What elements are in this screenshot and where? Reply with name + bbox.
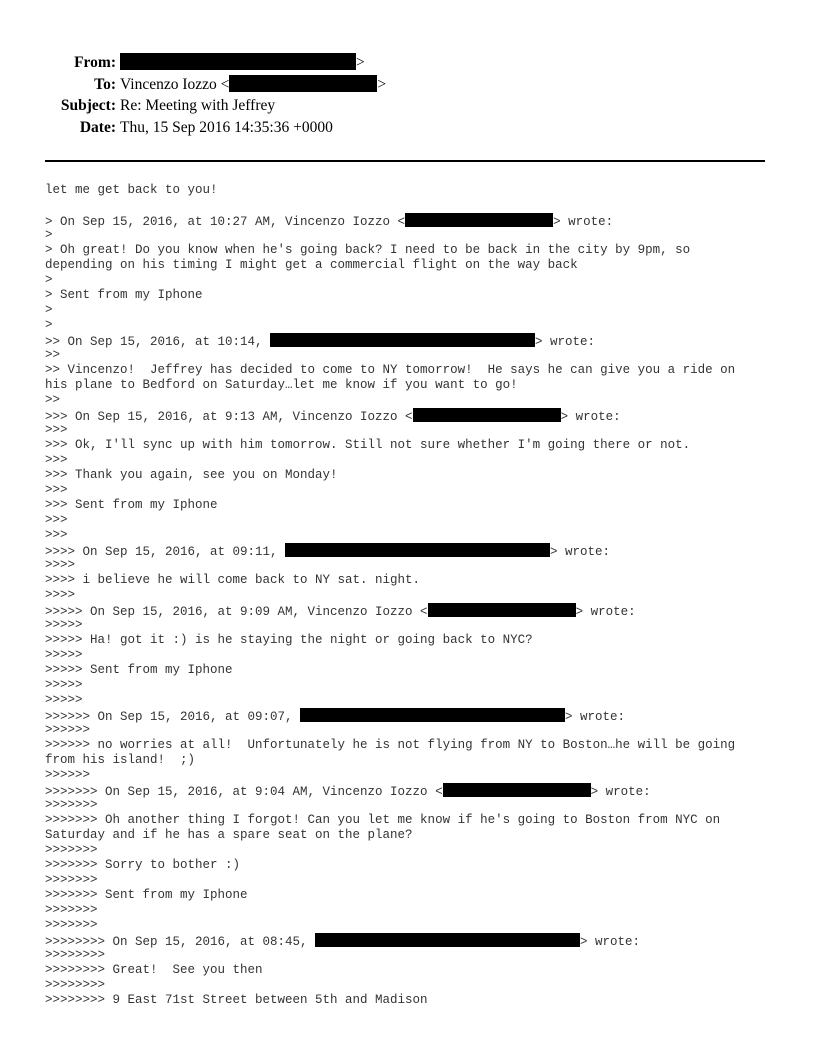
body-line-text: >>>> On Sep 15, 2016, at 09:11, (45, 545, 286, 559)
body-line (45, 453, 770, 468)
body-line (45, 273, 770, 288)
body-line-suffix: > wrote: (535, 335, 596, 349)
body-line-suffix: > wrote: (553, 215, 614, 229)
body-line (45, 393, 770, 408)
body-line-text: > (45, 318, 53, 332)
body-line-text: >>>>> Ha! got it :) is he staying the night or going back to NYC? (45, 633, 533, 647)
body-line (45, 978, 770, 993)
body-line-text: >>>>> On Sep 15, 2016, at 9:09 AM, Vincenzo Iozzo < (45, 605, 428, 619)
body-line-text: >>>>> (45, 678, 83, 692)
body-line-text: >>>>>>>> On Sep 15, 2016, at 08:45, (45, 935, 316, 949)
body-line-suffix: > wrote: (580, 935, 641, 949)
body-line (45, 588, 770, 603)
body-line (45, 993, 770, 1008)
body-line-text: >>> (45, 513, 68, 527)
redacted-recipient-email (229, 75, 377, 92)
body-line-text: >>>>> (45, 618, 83, 632)
body-line-text: >>>>>> On Sep 15, 2016, at 09:07, (45, 710, 301, 724)
body-line-text: >>> (45, 528, 68, 542)
body-line (45, 498, 770, 513)
body-line (45, 708, 770, 723)
body-line-suffix: > wrote: (590, 785, 651, 799)
body-line (45, 888, 770, 903)
body-line (45, 753, 770, 768)
body-line-text: depending on his timing I might get a commercial flight on the way back (45, 258, 578, 272)
redacted-email (428, 603, 576, 617)
redacted-email (413, 408, 561, 422)
body-line (45, 648, 770, 663)
body-line-text: >>>>>>> (45, 873, 98, 887)
body-line (45, 378, 770, 393)
body-line-text: >>>>>>>> Great! See you then (45, 963, 263, 977)
to-name: Vincenzo Iozzo < (120, 76, 230, 93)
body-line-text: >>>>> (45, 693, 83, 707)
body-line-text: >>>> i believe he will come back to NY sat. night. (45, 573, 421, 587)
body-line-text: >>> (45, 483, 68, 497)
body-line-text: >>>>>>> (45, 798, 98, 812)
body-line-text: >>> (45, 453, 68, 467)
body-line (45, 738, 770, 753)
redacted-email (405, 213, 553, 227)
date-label: Date: (79, 119, 116, 136)
body-line (45, 213, 770, 228)
header-divider (45, 160, 765, 162)
body-line-text: >>>>>>> (45, 843, 98, 857)
body-line (45, 513, 770, 528)
body-line-text: >> (45, 348, 61, 362)
body-line (45, 663, 770, 678)
body-line-text: >>>>>> no worries at all! Unfortunately he is not flying from NY to Boston…he will be going (45, 738, 736, 752)
redacted-email (443, 783, 591, 797)
body-line-text: >>>>>>> Sorry to bother :) (45, 858, 241, 872)
to-row (0, 75, 386, 94)
body-line-text: > Oh great! Do you know when he's going back? I need to be back in the city by 9pm, so (45, 243, 691, 257)
from-row (0, 53, 365, 72)
body-line (45, 858, 770, 873)
redacted-email (300, 708, 565, 722)
body-line-text: >>>>> (45, 648, 83, 662)
body-line-text: >>>> (45, 588, 76, 602)
body-line-text: let me get back to you! (45, 183, 218, 197)
redacted-email (285, 543, 550, 557)
body-line (45, 573, 770, 588)
body-line (45, 468, 770, 483)
email-body (45, 183, 770, 1008)
body-line-text: >>>>> Sent from my Iphone (45, 663, 233, 677)
body-line (45, 198, 770, 213)
body-line (45, 693, 770, 708)
body-line (45, 768, 770, 783)
body-line (45, 243, 770, 258)
body-line (45, 948, 770, 963)
body-line-suffix: > wrote: (575, 605, 636, 619)
from-label: From: (74, 54, 116, 71)
body-line (45, 723, 770, 738)
body-line (45, 903, 770, 918)
body-line (45, 288, 770, 303)
body-line (45, 798, 770, 813)
body-line (45, 543, 770, 558)
body-line-text: >> (45, 393, 61, 407)
body-line-suffix: > wrote: (550, 545, 611, 559)
body-line-text: >>>>>>>> (45, 948, 106, 962)
date-text: Thu, 15 Sep 2016 14:35:36 +0000 (120, 119, 333, 136)
body-line-text: >>> (45, 423, 68, 437)
body-line-suffix: > wrote: (565, 710, 626, 724)
body-line-text: from his island! ;) (45, 753, 196, 767)
body-line-text: >>> Sent from my Iphone (45, 498, 218, 512)
body-line-text: >>> Ok, I'll sync up with him tomorrow. Still not sure whether I'm going there or not. (45, 438, 691, 452)
body-line-text: >>>>>>> Oh another thing I forgot! Can you let me know if he's going to Boston from NYC on (45, 813, 721, 827)
to-close-bracket: > (377, 76, 387, 93)
subject-row (0, 97, 275, 115)
body-line (45, 258, 770, 273)
from-close-bracket: > (356, 54, 365, 71)
body-line-text: > On Sep 15, 2016, at 10:27 AM, Vincenzo Iozzo < (45, 215, 406, 229)
body-line-text: > (45, 303, 53, 317)
body-line-text: >>>>>> (45, 723, 91, 737)
body-line (45, 813, 770, 828)
body-line-text: > (45, 228, 53, 242)
body-line (45, 183, 770, 198)
body-line-text: >>>>>>> (45, 903, 98, 917)
body-line-text: >>>>>>>> 9 East 71st Street between 5th and Madison (45, 993, 428, 1007)
body-line (45, 618, 770, 633)
body-line (45, 633, 770, 648)
body-line (45, 528, 770, 543)
body-line (45, 603, 770, 618)
body-line-text: Saturday and if he has a spare seat on the plane? (45, 828, 413, 842)
body-line-text: >>>>>>>> (45, 978, 106, 992)
body-line-text: >>>>>>> Sent from my Iphone (45, 888, 248, 902)
body-line (45, 303, 770, 318)
body-line (45, 843, 770, 858)
redacted-email (270, 333, 535, 347)
body-line (45, 348, 770, 363)
body-line-suffix: > wrote: (560, 410, 621, 424)
subject-label: Subject: (60, 97, 116, 114)
body-line-text: >>>>>>> (45, 918, 98, 932)
redacted-email (315, 933, 580, 947)
body-line (45, 828, 770, 843)
body-line-text: >>> Thank you again, see you on Monday! (45, 468, 338, 482)
date-row (0, 119, 333, 137)
body-line (45, 783, 770, 798)
body-line-text: >>>>>>> On Sep 15, 2016, at 9:04 AM, Vincenzo Iozzo < (45, 785, 443, 799)
redacted-sender (120, 53, 356, 70)
body-line-text: >>> On Sep 15, 2016, at 9:13 AM, Vincenzo Iozzo < (45, 410, 413, 424)
body-line-text: >> On Sep 15, 2016, at 10:14, (45, 335, 271, 349)
body-line (45, 423, 770, 438)
body-line (45, 318, 770, 333)
body-line-text: > (45, 273, 53, 287)
body-line (45, 483, 770, 498)
body-line (45, 918, 770, 933)
subject-text: Re: Meeting with Jeffrey (120, 97, 276, 114)
body-line (45, 438, 770, 453)
body-line (45, 228, 770, 243)
body-line (45, 363, 770, 378)
body-line-text: his plane to Bedford on Saturday…let me know if you want to go! (45, 378, 518, 392)
body-line-text: > Sent from my Iphone (45, 288, 203, 302)
body-line (45, 873, 770, 888)
body-line-text: >>>> (45, 558, 76, 572)
body-line (45, 963, 770, 978)
body-line (45, 933, 770, 948)
body-line (45, 678, 770, 693)
to-label: To: (94, 76, 116, 93)
body-line (45, 408, 770, 423)
body-line-text: >>>>>> (45, 768, 91, 782)
body-line-text: >> Vincenzo! Jeffrey has decided to come to NY tomorrow! He says he can give you a ride on (45, 363, 736, 377)
body-line (45, 333, 770, 348)
body-line (45, 558, 770, 573)
